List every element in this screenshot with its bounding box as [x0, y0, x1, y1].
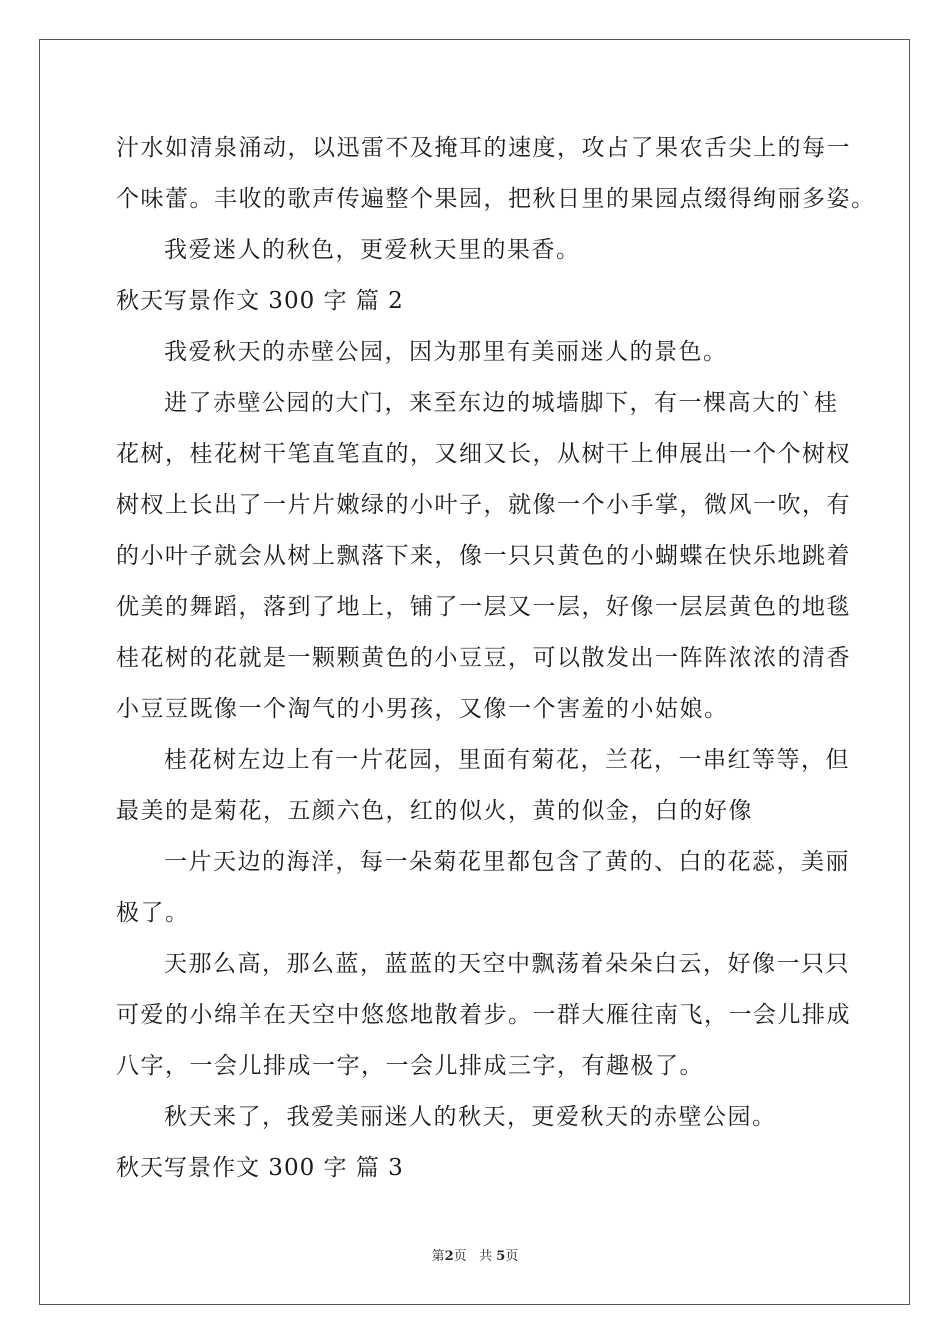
section-heading: 秋天写景作文 300 字 篇 3 — [116, 1155, 404, 1181]
total-pages-number: 5 — [496, 1249, 506, 1264]
paragraph-line: 个味蕾。丰收的歌声传遍整个果园，把秋日里的果园点缀得绚丽多姿。 — [116, 186, 876, 212]
paragraph-line: 桂花树左边上有一片花园，里面有菊花，兰花，一串红等等，但 — [164, 747, 850, 773]
paragraph-line: 天那么高，那么蓝，蓝蓝的天空中飘荡着朵朵白云，好像一只只 — [164, 951, 850, 977]
page-prefix: 第 — [431, 1249, 445, 1264]
current-page-number: 2 — [444, 1249, 454, 1264]
paragraph-line: 可爱的小绵羊在天空中悠悠地散着步。一群大雁往南飞，一会儿排成 — [116, 1002, 851, 1028]
paragraph-line: 桂花树的花就是一颗颗黄色的小豆豆，可以散发出一阵阵浓浓的清香 — [116, 645, 851, 671]
paragraph-line: 一片天边的海洋，每一朵菊花里都包含了黄的、白的花蕊，美丽 — [164, 849, 850, 875]
paragraph-line: 我爱秋天的赤壁公园，因为那里有美丽迷人的景色。 — [164, 339, 728, 365]
total-suffix: 页 — [505, 1249, 519, 1264]
paragraph-line: 树杈上长出了一片片嫩绿的小叶子，就像一个小手掌，微风一吹，有 — [116, 492, 851, 518]
paragraph-line: 花树，桂花树干笔直笔直的，又细又长，从树干上伸展出一个个树杈 — [116, 441, 851, 467]
paragraph-line: 秋天来了，我爱美丽迷人的秋天，更爱秋天的赤壁公园。 — [164, 1104, 777, 1130]
paragraph-line: 的小叶子就会从树上飘落下来，像一只只黄色的小蝴蝶在快乐地跳着 — [116, 543, 851, 569]
paragraph-line: 汁水如清泉涌动，以迅雷不及掩耳的速度，攻占了果农舌尖上的每一 — [116, 135, 851, 161]
section-heading: 秋天写景作文 300 字 篇 2 — [116, 288, 404, 314]
paragraph-line: 优美的舞蹈，落到了地上，铺了一层又一层，好像一层层黄色的地毯 — [116, 594, 851, 620]
page-suffix: 页 — [453, 1249, 467, 1264]
total-prefix: 共 — [479, 1249, 493, 1264]
paragraph-line: 进了赤壁公园的大门，来至东边的城墙脚下，有一棵高大的`桂 — [164, 390, 839, 416]
paragraph-line: 最美的是菊花，五颜六色，红的似火，黄的似金，白的好像 — [116, 798, 753, 824]
paragraph-line: 我爱迷人的秋色，更爱秋天里的果香。 — [164, 237, 581, 263]
paragraph-line: 小豆豆既像一个淘气的小男孩，又像一个害羞的小姑娘。 — [116, 696, 729, 722]
paragraph-line: 八字，一会儿排成一字，一会儿排成三字，有趣极了。 — [116, 1053, 704, 1079]
paragraph-line: 极了。 — [116, 900, 190, 926]
page-footer — [0, 1249, 950, 1265]
